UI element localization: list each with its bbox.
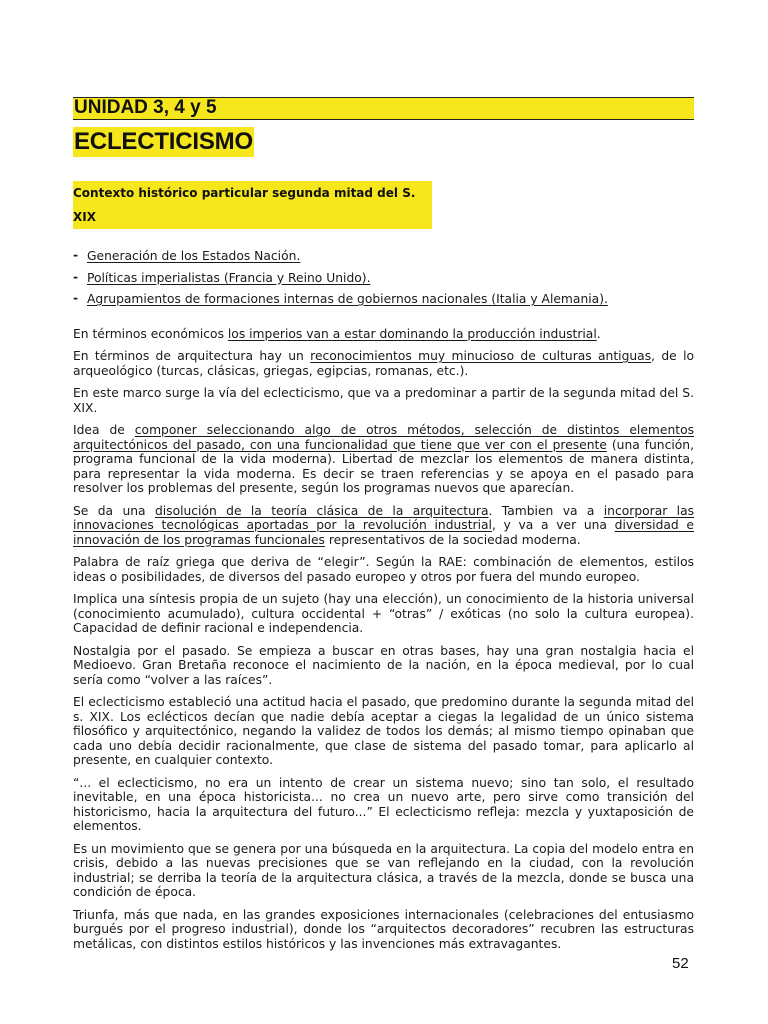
paragraph: En términos de arquitectura hay un reconocimientos muy minucioso de culturas antiguas, de lo arqueológico (turcas, clásicas, griegas, egipcias, romanas, etc.).	[73, 349, 695, 378]
bullet-item	[73, 246, 694, 268]
paragraph: Triunfa, más que nada, en las grandes exposiciones internacionales (celebraciones del entusiasmo burgués por el progreso industrial), donde los “arquitectos decoradores” recubren las estructuras metálicas, con distintos estilos históricos y las invenciones más extravagantes.	[73, 907, 694, 951]
page-number: 52	[672, 955, 689, 972]
unit-rule	[73, 119, 694, 120]
bullet-text: Políticas imperialistas (Francia y Reino Unido).	[87, 270, 371, 285]
document-title: ECLECTICISMO	[74, 128, 253, 155]
unit-heading: UNIDAD 3, 4 y 5	[73, 98, 694, 119]
section-subtitle: Contexto histórico particular segunda mitad del S. XIX	[73, 181, 432, 229]
paragraph: Nostalgia por el pasado. Se empieza a buscar en otras bases, hay una gran nostalgia hacia el Medioevo. Gran Bretaña reconoce el nacimiento de la nación, en la época medieval, por lo cual sería como “volver a las raíces”.	[73, 643, 694, 687]
paragraph: Se da una disolución de la teoría clásica de la arquitectura. Tambien va a incorporar las innovaciones tecnológicas aportadas por la revolución industrial, y va a ver una diversidad e innovación de los programas funcionales representativos de la sociedad moderna.	[73, 503, 695, 547]
bullet-dash: -	[73, 248, 79, 262]
paragraph: En este marco surge la vía del eclecticismo, que va a predominar a partir de la segunda mitad del S. XIX.	[73, 386, 694, 415]
paragraph: Palabra de raíz griega que deriva de “elegir”. Según la RAE: combinación de elementos, estilos ideas o posibilidades, de diversos del pasado europeo y otros por fuera del mundo europeo.	[73, 555, 694, 584]
paragraph: En términos económicos los imperios van a estar dominando la producción industrial.	[73, 326, 601, 341]
bullet-dash: -	[73, 269, 79, 284]
bullet-item	[73, 268, 694, 290]
body-text	[73, 327, 694, 952]
paragraph: Idea de componer seleccionando algo de otros métodos, selección de distintos elementos arquitectónicos del pasado, con una funcionalidad que tiene que ver con el presente (una función, programa funcional de la vida moderna). Libertad de mezclar los elementos de manera distinta, para representar la vida moderna. Es decir se traen referencias y se apoya en el pasado para resolver los problemas del presente, según los programas nuevos que aparecían.	[73, 423, 695, 495]
bullet-item	[73, 289, 694, 311]
bullet-text: Agrupamientos de formaciones internas de gobiernos nacionales (Italia y Alemania).	[87, 292, 608, 306]
paragraph: “... el eclecticismo, no era un intento de crear un sistema nuevo; sino tan solo, el resultado inevitable, en una época historicista... no crea un nuevo arte, pero sirve como transición del historicismo, hacia la arquitectura del futuro...” El eclecticismo refleja: mezcla y yuxtaposición de elementos.	[73, 775, 694, 833]
bullet-dash: -	[73, 291, 79, 305]
paragraph: Implica una síntesis propia de un sujeto (hay una elección), un conocimiento de la historia universal (conocimiento acumulado), cultura occidental + “otras” / exóticas (no solo la cultura europea). Capacidad de definir racional e independencia.	[73, 592, 694, 635]
bullet-text: Generación de los Estados Nación.	[87, 249, 301, 263]
paragraph: Es un movimiento que se genera por una búsqueda en la arquitectura. La copia del modelo entra en crisis, debido a las nuevas precisiones que se van reflejando en la ciudad, con la revolución industrial; se derriba la teoría de la arquitectura clásica, a través de la mezcla, donde se busca una condición de época.	[73, 841, 694, 899]
bullet-list	[73, 246, 694, 311]
document-page	[73, 97, 694, 959]
paragraph: El eclecticismo estableció una actitud hacia el pasado, que predomino durante la segunda mitad del s. XIX. Los eclécticos decían que nadie debía aceptar a ciegas la legalidad de un único sistema filosófico y arquitectónico, negando la validez de todos los demás; al mismo tiempo opinaban que cada uno debía decidir racionalmente, que clase de sistema del pasado tomar, para aplicarlo al presente, en cualquier contexto.	[73, 695, 694, 767]
